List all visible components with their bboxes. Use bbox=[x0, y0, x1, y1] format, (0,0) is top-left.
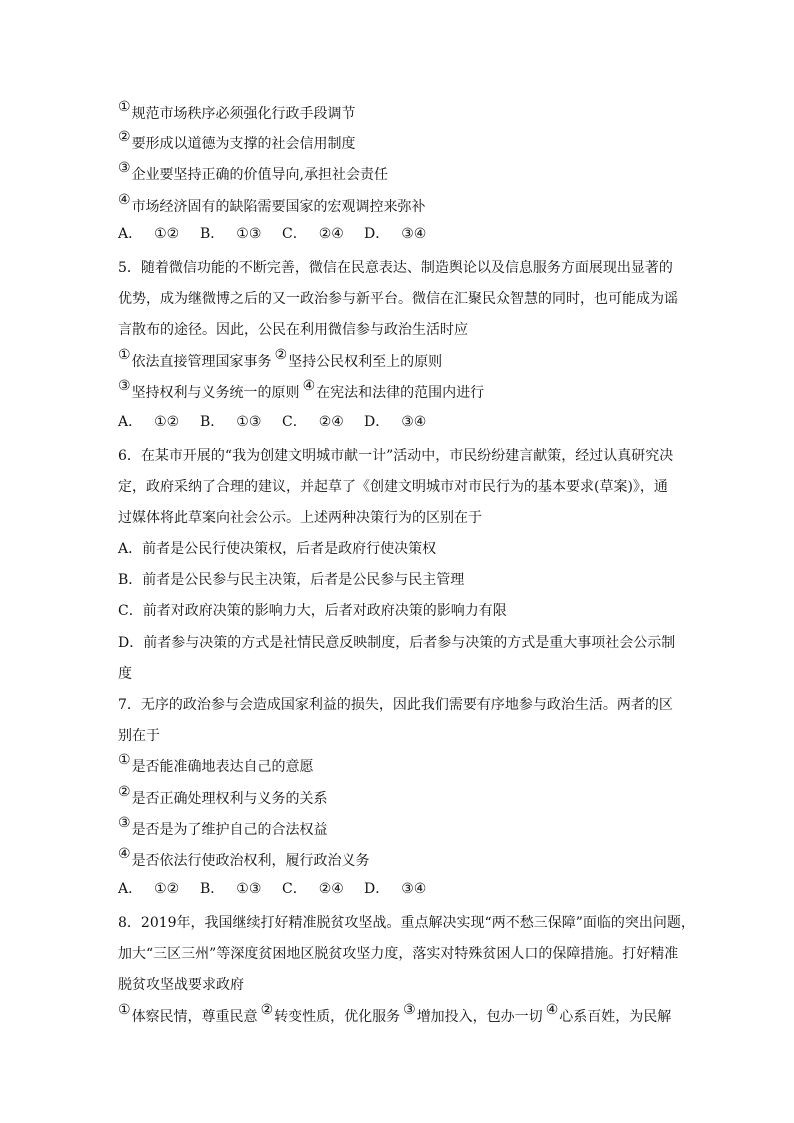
item-text: 要形成以道德为支撑的社会信用制度 bbox=[131, 136, 356, 152]
q8-stem-line-1: 8．2019年，我国继续打好精准脱贫攻坚战。重点解决实现“两不愁三保障”面临的突出问题， bbox=[118, 915, 695, 931]
q6-option-d-cont: 度 bbox=[118, 666, 132, 682]
item-text: 是否依法行使政治权利，履行政治义务 bbox=[131, 853, 370, 869]
choice-d: D． ③④ bbox=[364, 881, 427, 897]
item-text: 转变性质，优化服务 bbox=[274, 1009, 401, 1025]
item-text: 企业要坚持正确的价值导向,承担社会责任 bbox=[131, 167, 389, 183]
circled-number: ① bbox=[118, 752, 131, 768]
choice-a: A． ①② bbox=[118, 881, 180, 897]
q7-choices bbox=[118, 879, 446, 899]
q7-item-3 bbox=[118, 815, 328, 840]
circled-number: ② bbox=[260, 1002, 274, 1018]
choice-a: A． ①② bbox=[118, 226, 180, 242]
item-text: 在宪法和法律的范围内进行 bbox=[316, 385, 485, 401]
q5-items-row-1 bbox=[118, 347, 443, 372]
choice-b: B． ①③ bbox=[200, 881, 262, 897]
q6-option-c: C．前者对政府决策的影响力大，后者对政府决策的影响力有限 bbox=[118, 603, 507, 619]
choice-a: A． ①② bbox=[118, 414, 180, 430]
q5-stem-line-2: 优势，成为继微博之后的又一政治参与新平台。微信在汇聚民众智慧的同时，也可能成为谣 bbox=[118, 291, 678, 307]
item-text: 体察民情，尊重民意 bbox=[131, 1009, 258, 1025]
circled-number: ① bbox=[118, 99, 131, 115]
circled-number: ① bbox=[118, 1002, 131, 1018]
q7-item-1 bbox=[118, 752, 314, 777]
item-text: 增加投入，包办一切 bbox=[416, 1009, 543, 1025]
q6-stem-line-1: 6．在某市开展的“我为创建文明城市献一计”活动中，市民纷纷建言献策，经过认真研究决 bbox=[118, 448, 674, 464]
q7-item-2 bbox=[118, 784, 328, 809]
circled-number: ③ bbox=[118, 160, 131, 176]
q8-stem-line-3: 脱贫攻坚战要求政府 bbox=[118, 977, 244, 993]
q5-choices bbox=[118, 412, 446, 432]
circled-number: ② bbox=[274, 347, 288, 363]
q8-stem-line-2: 加大“三区三州”等深度贫困地区脱贫攻坚力度，落实对特殊贫困人口的保障措施。打好精准 bbox=[118, 946, 679, 962]
choice-b: B． ①③ bbox=[200, 226, 262, 242]
q5-items-row-2 bbox=[118, 378, 485, 403]
q6-option-d: D．前者参与决策的方式是社情民意反映制度，后者参与决策的方式是重大事项社会公示制 bbox=[118, 635, 676, 651]
circled-number: ② bbox=[118, 784, 131, 800]
circled-number: ① bbox=[118, 347, 131, 363]
q4-item-4 bbox=[118, 192, 426, 217]
q6-option-a: A．前者是公民行使决策权，后者是政府行使决策权 bbox=[118, 541, 437, 557]
choice-d: D． ③④ bbox=[364, 226, 427, 242]
q4-item-3 bbox=[118, 160, 389, 185]
circled-number: ④ bbox=[302, 378, 316, 394]
q8-items-row bbox=[118, 1002, 672, 1027]
q6-option-b: B．前者是公民参与民主决策，后者是公民参与民主管理 bbox=[118, 572, 465, 588]
choice-c: C． ②④ bbox=[282, 414, 344, 430]
circled-number: ③ bbox=[118, 815, 131, 831]
circled-number: ② bbox=[118, 129, 131, 145]
item-text: 是否能准确地表达自己的意愿 bbox=[131, 759, 314, 775]
q6-stem-line-3: 过媒体将此草案向社会公示。上述两种决策行为的区别在于 bbox=[118, 510, 482, 526]
circled-number: ④ bbox=[118, 192, 131, 208]
choice-b: B． ①③ bbox=[200, 414, 262, 430]
circled-number: ③ bbox=[118, 378, 131, 394]
item-text: 心系百姓，为民解 bbox=[559, 1009, 672, 1025]
item-text: 是否是为了维护自己的合法权益 bbox=[131, 822, 328, 838]
q7-item-4 bbox=[118, 846, 370, 871]
q5-stem-line-1: 5．随着微信功能的不断完善，微信在民意表达、制造舆论以及信息服务方面展现出显著的 bbox=[118, 260, 673, 276]
item-text: 规范市场秩序必须强化行政手段调节 bbox=[131, 106, 356, 122]
q4-item-1 bbox=[118, 99, 356, 124]
choice-c: C． ②④ bbox=[282, 226, 344, 242]
item-text: 市场经济固有的缺陷需要国家的宏观调控来弥补 bbox=[131, 199, 426, 215]
choice-d: D． ③④ bbox=[364, 414, 427, 430]
q4-item-2 bbox=[118, 129, 356, 154]
circled-number: ④ bbox=[118, 846, 131, 862]
q5-stem-line-3: 言散布的途径。因此，公民在利用微信参与政治生活时应 bbox=[118, 322, 468, 338]
item-text: 是否正确处理权利与义务的关系 bbox=[131, 791, 328, 807]
q6-stem-line-2: 定，政府采纳了合理的建议，并起草了《创建文明城市对市民行为的基本要求(草案)》，通 bbox=[118, 479, 668, 495]
q4-choices bbox=[118, 224, 446, 244]
q7-stem-line-2: 别在于 bbox=[118, 728, 160, 744]
q7-stem-line-1: 7．无序的政治参与会造成国家利益的损失，因此我们需要有序地参与政治生活。两者的区 bbox=[118, 697, 673, 713]
choice-c: C． ②④ bbox=[282, 881, 344, 897]
item-text: 坚持公民权利至上的原则 bbox=[288, 354, 443, 370]
item-text: 依法直接管理国家事务 bbox=[131, 354, 272, 370]
circled-number: ③ bbox=[403, 1002, 416, 1018]
item-text: 坚持权利与义务统一的原则 bbox=[131, 385, 300, 401]
circled-number: ④ bbox=[545, 1002, 559, 1018]
